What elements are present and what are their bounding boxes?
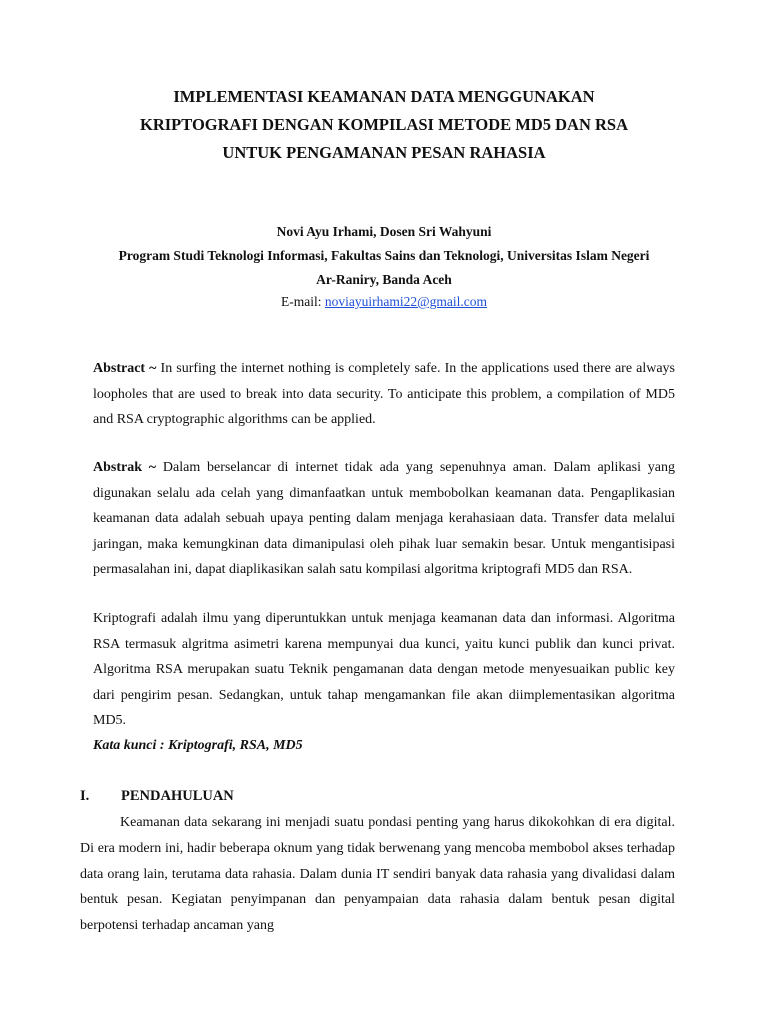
abstrak-indonesian [93,455,675,583]
abstract-english [93,356,675,433]
email-link[interactable]: noviayuirhami22@gmail.com [324,294,487,309]
email-label: E-mail: [281,294,322,309]
abstrak-text: Dalam berselancar di internet tidak ada yang sepenuhnya aman. Dalam aplikasi yang digunakan selalu ada celah yang dimanfaatkan untuk membobolkan keamanan data. Pengaplikasian keamanan data adalah sebuah upaya penting dalam menjaga kerahasiaan data. Transfer data melalui jaringan, maka kemungkinan data dimanipulasi oleh pihak luar semakin besar. Untuk mengantisipasi permasalahan ini, dapat diaplikasikan salah satu kompilasi algoritma kriptografi MD5 dan RSA. [93,460,676,577]
abstract-label: Abstract ~ [93,361,157,376]
section-heading-pendahuluan [80,784,680,808]
title-line-1: IMPLEMENTASI KEAMANAN DATA MENGGUNAKAN [173,87,595,106]
abstract-text: In surfing the internet nothing is completely safe. In the applications used there are always loopholes that are used to break into data security. To anticipate this problem, a compilation of MD5 and RSA cryptographic algorithms can be applied. [93,361,675,427]
email-line [80,290,688,314]
author-names: Novi Ayu Irhami, Dosen Sri Wahyuni [276,224,492,239]
abstrak-label: Abstrak ~ [93,460,157,475]
section-number: I. [80,788,90,804]
introduction-paragraph: Keamanan data sekarang ini menjadi suatu pondasi penting yang harus dikokohkan di era digital. Di era modern ini, hadir beberapa oknum yang tidak berwenang yang mencoba membobol akses terhadap data orang lain, terutama data rahasia. Dalam dunia IT sendiri banyak data rahasia yang divalidasi dalam bentuk pesan. Kegiatan penyimpanan dan penyampaian data rahasia dalam bentuk pesan digital berpotensi terhadap ancaman yang [80,815,675,934]
affiliation [80,244,688,292]
title-line-2: KRIPTOGRAFI DENGAN KOMPILASI METODE MD5 DAN RSA [139,115,628,134]
title-line-3: UNTUK PENGAMANAN PESAN RAHASIA [222,143,546,162]
affiliation-line-1: Program Studi Teknologi Informasi, Fakultas Sains dan Teknologi, Universitas Islam Negeri [118,248,650,263]
section-title: PENDAHULUAN [121,788,234,804]
paper-title [80,83,688,167]
abstrak-paragraph-2: Kriptografi adalah ilmu yang diperuntukkan untuk menjaga keamanan data dan informasi. Algoritma RSA termasuk algritma asimetri karena mempunyai dua kunci, yaitu kunci publik dan kunci privat. Algoritma RSA merupakan suatu Teknik pengamanan data dengan metode menyesuaikan public key dari pengirim pesan. Sedangkan, untuk tahap mengamankan file akan diimplementasikan algoritma MD5. [93,611,675,728]
affiliation-line-2: Ar-Raniry, Banda Aceh [316,272,452,287]
keywords: Kata kunci : Kriptografi, RSA, MD5 [93,738,303,753]
